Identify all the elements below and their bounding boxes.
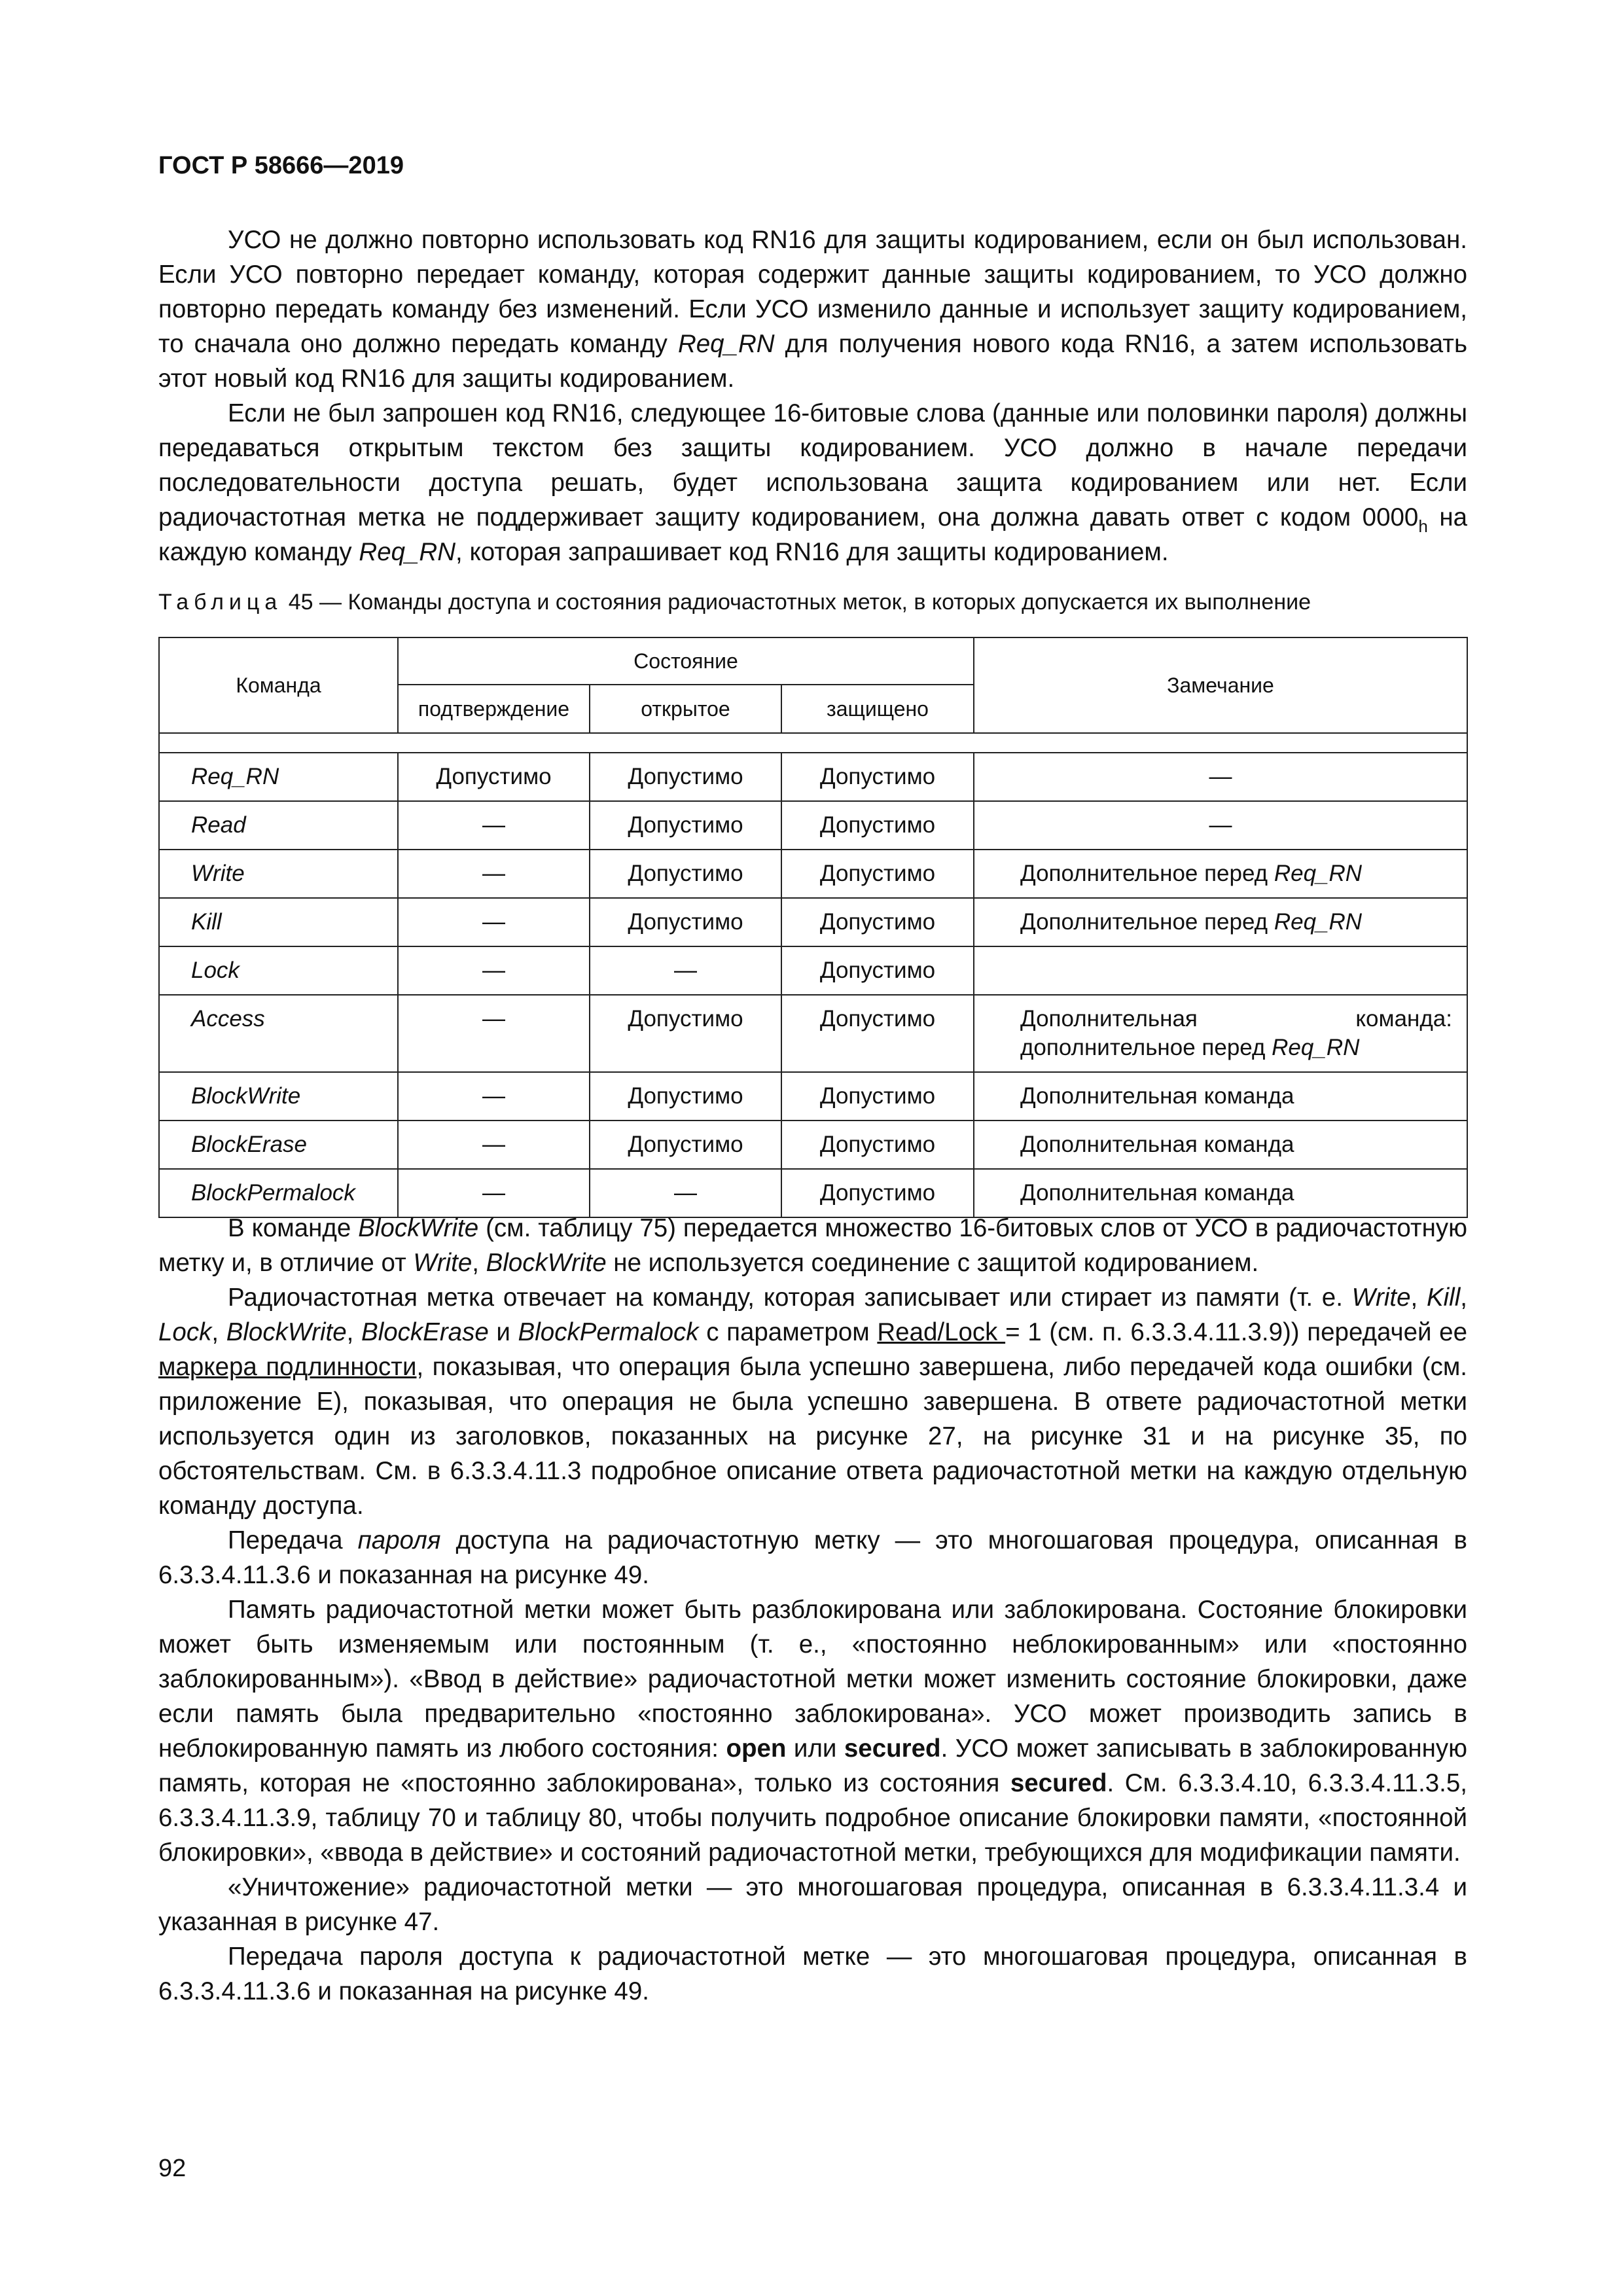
paragraph-6 xyxy=(158,1592,1467,1870)
header-acknowledged: подтверждение xyxy=(398,685,590,733)
text-run: и xyxy=(488,1318,518,1346)
page-number: 92 xyxy=(158,2155,187,2182)
text-run: для получения нового кода RN16, а затем использовать этот новый код RN16 для защиты кодированием. xyxy=(158,330,1468,393)
text-run: . См. 6.3.3.4.10, 6.3.3.4.11.3.5, 6.3.3.4.11.3.9, таблицу 70 и таблицу 80, чтобы получить подробное описание блокировки памяти, «постоянной блокировки», «ввода в действие» и состояний радиочастотной метки, требующихся для модификации памяти. xyxy=(158,1769,1467,1867)
ack-cell: — xyxy=(398,995,590,1072)
open-cell: — xyxy=(590,1169,781,1217)
text-run-italic: Kill xyxy=(1426,1283,1461,1312)
remark-text-italic: Req_RN xyxy=(1274,909,1363,935)
text-run-italic: Req_RN xyxy=(677,330,775,358)
header-secured: защищено xyxy=(781,685,974,733)
command-cell: BlockPermalock xyxy=(159,1169,398,1217)
text-run-italic: Write xyxy=(1351,1283,1411,1312)
secured-cell: Допустимо xyxy=(781,850,974,898)
open-cell: Допустимо xyxy=(590,1121,781,1169)
command-cell: Lock xyxy=(159,946,398,995)
text-run: В команде xyxy=(228,1214,359,1242)
paragraph-2 xyxy=(158,396,1467,569)
ack-cell: — xyxy=(398,850,590,898)
table-row xyxy=(159,1169,1467,1217)
table-row xyxy=(159,850,1467,898)
open-cell: Допустимо xyxy=(590,850,781,898)
ack-cell: — xyxy=(398,801,590,850)
text-run: , которая запрашивает код RN16 для защиты кодированием. xyxy=(455,538,1169,566)
table-row xyxy=(159,1072,1467,1121)
document-code: ГОСТ Р 58666—2019 xyxy=(158,152,404,179)
header-separator xyxy=(159,733,1467,753)
table-row xyxy=(159,753,1467,801)
remark-cell xyxy=(974,850,1467,898)
text-run: , xyxy=(211,1318,226,1346)
text-run: (см. таблицу 75) передается множество 16-битовых слов от УСО в радиочастотную метку и, в отличие от xyxy=(158,1214,1468,1277)
text-run: , xyxy=(472,1249,486,1277)
text-run-italic: BlockWrite xyxy=(226,1318,347,1346)
text-run-italic: BlockWrite xyxy=(358,1214,479,1242)
command-cell: Kill xyxy=(159,898,398,946)
ack-cell: — xyxy=(398,946,590,995)
header-state: Состояние xyxy=(398,637,974,685)
text-run: Радиочастотная метка отвечает на команду, которая записывает или стирает из памяти (т. е. xyxy=(228,1283,1352,1312)
table-caption-text: 45 — Команды доступа и состояния радиочастотных меток, в которых допускается их выполнение xyxy=(282,590,1311,615)
secured-cell: Допустимо xyxy=(781,1072,974,1121)
body-text-top xyxy=(158,223,1467,569)
ack-cell: Допустимо xyxy=(398,753,590,801)
table-row xyxy=(159,898,1467,946)
paragraph-8: Передача пароля доступа к радиочастотной метке — это многошаговая процедура, описанная в 6.3.3.4.11.3.6 и показанная на рисунке 49. xyxy=(158,1943,1467,2005)
open-cell: Допустимо xyxy=(590,995,781,1072)
open-cell: Допустимо xyxy=(590,898,781,946)
header-remark: Замечание xyxy=(974,637,1467,733)
open-cell: Допустимо xyxy=(590,753,781,801)
table-caption-label: Таблица xyxy=(158,590,283,615)
text-run: . УСО может записывать в заблокированную память, которая не «постоянно заблокирована», только из состояния xyxy=(158,1734,1468,1797)
remark-cell: Дополнительная команда xyxy=(974,1072,1467,1121)
link-auth-marker[interactable]: маркера подлинности xyxy=(158,1353,417,1381)
text-run: УСО не должно повторно использовать код RN16 для защиты кодированием, если он был использован. Если УСО повторно передает команду, которая содержит данные защиты кодированием, то УСО должно повторно передать команду без изменений. Если УСО изменило данные и использует защиту кодированием, то сначала оно должно передать команду xyxy=(158,226,1467,358)
body-text-bottom xyxy=(158,1211,1467,2009)
command-cell: Read xyxy=(159,801,398,850)
remark-text-italic: Req_RN xyxy=(1272,1035,1360,1060)
command-cell: BlockErase xyxy=(159,1121,398,1169)
text-run: не используется соединение с защитой кодированием. xyxy=(606,1249,1259,1277)
command-cell: Access xyxy=(159,995,398,1072)
text-run: или xyxy=(786,1734,844,1763)
text-run-italic: BlockErase xyxy=(361,1318,489,1346)
open-cell: Допустимо xyxy=(590,801,781,850)
remark-text: Дополнительная команда: дополнительное перед xyxy=(1020,1006,1452,1060)
table-caption xyxy=(158,588,1467,617)
ack-cell: — xyxy=(398,1169,590,1217)
text-run: с параметром xyxy=(698,1318,878,1346)
secured-cell: Допустимо xyxy=(781,1121,974,1169)
table-row xyxy=(159,995,1467,1072)
remark-cell: — xyxy=(974,801,1467,850)
text-run: Передача xyxy=(228,1526,358,1554)
ack-cell: — xyxy=(398,898,590,946)
open-cell: — xyxy=(590,946,781,995)
remark-cell: Дополнительная команда xyxy=(974,1169,1467,1217)
remark-cell xyxy=(974,898,1467,946)
remark-text-italic: Req_RN xyxy=(1274,861,1363,886)
paragraph-5 xyxy=(158,1523,1467,1592)
text-run-italic: Req_RN xyxy=(359,538,456,566)
text-run: доступа на радиочастотную метку — это многошаговая процедура, описанная в 6.3.3.4.11.3.6 и показанная на рисунке 49. xyxy=(158,1526,1467,1589)
ack-cell: — xyxy=(398,1072,590,1121)
text-run: Если не был запрошен код RN16, следующее 16-битовые слова (данные или половинки пароля) должны передаваться открытым текстом без защиты кодированием. УСО должно в начале передачи последовательности доступа решать, будет использована защита кодированием или нет. Если радиочастотная метка не поддерживает защиту кодированием, она должна давать ответ с кодом 0000 xyxy=(158,399,1467,531)
text-run: Память радиочастотной метки может быть разблокирована или заблокирована. Состояние блокировки может быть изменяемым или постоянным (т. е., «постоянно неблокированным» или «постоянно заблокированным»). «Ввод в действие» радиочастотной метки может изменить состояние блокировки, даже если память была предварительно «постоянно заблокирована». УСО может производить запись в неблокированную память из любого состояния: xyxy=(158,1596,1467,1763)
text-run-italic: Write xyxy=(413,1249,473,1277)
paragraph-1 xyxy=(158,223,1467,396)
text-run-italic: Lock xyxy=(158,1318,212,1346)
paragraph-4 xyxy=(158,1280,1467,1523)
remark-text: Дополнительное перед xyxy=(1020,909,1274,935)
remark-cell: — xyxy=(974,753,1467,801)
command-cell: Req_RN xyxy=(159,753,398,801)
secured-cell: Допустимо xyxy=(781,753,974,801)
header-command: Команда xyxy=(159,637,398,733)
remark-text: Дополнительное перед xyxy=(1020,861,1274,886)
remark-cell: Дополнительная команда xyxy=(974,1121,1467,1169)
text-run: , xyxy=(1410,1283,1427,1312)
text-run-italic: BlockPermalock xyxy=(518,1318,699,1346)
paragraph-3 xyxy=(158,1211,1467,1280)
text-run-italic: BlockWrite xyxy=(486,1249,607,1277)
secured-cell: Допустимо xyxy=(781,995,974,1072)
secured-cell: Допустимо xyxy=(781,1169,974,1217)
text-run: = 1 (см. п. 6.3.3.4.11.3.9)) передачей ее xyxy=(1005,1318,1467,1346)
text-run: на каждую команду xyxy=(158,503,1467,566)
secured-cell: Допустимо xyxy=(781,898,974,946)
remark-cell xyxy=(974,946,1467,995)
subscript: h xyxy=(1418,516,1428,536)
secured-cell: Допустимо xyxy=(781,801,974,850)
link-read-lock[interactable]: Read/Lock xyxy=(877,1318,1006,1346)
secured-cell: Допустимо xyxy=(781,946,974,995)
text-run-bold: open xyxy=(726,1734,787,1763)
text-run: , xyxy=(346,1318,362,1346)
command-cell: Write xyxy=(159,850,398,898)
text-run-bold: secured xyxy=(1010,1769,1107,1797)
table-row xyxy=(159,946,1467,995)
ack-cell: — xyxy=(398,1121,590,1169)
text-run-italic: пароля xyxy=(357,1526,441,1554)
text-run: , xyxy=(1460,1283,1467,1312)
remark-cell xyxy=(974,995,1467,1072)
access-commands-table xyxy=(158,637,1468,1218)
paragraph-7: «Уничтожение» радиочастотной метки — это многошаговая процедура, описанная в 6.3.3.4.11.3.4 и указанная в рисунке 47. xyxy=(158,1873,1467,1936)
header-open: открытое xyxy=(590,685,781,733)
text-run: , показывая, что операция была успешно завершена, либо передачей кода ошибки (см. приложение Е), показывая, что операция не была успешно завершена. В ответе радиочастотной метки используется один из заголовков, показанных на рисунке 27, на рисунке 31 и на рисунке 35, по обстоятельствам. См. в 6.3.3.4.11.3 подробное описание ответа радиочастотной метки на каждую отдельную команду доступа. xyxy=(158,1353,1467,1520)
command-cell: BlockWrite xyxy=(159,1072,398,1121)
table-row xyxy=(159,801,1467,850)
open-cell: Допустимо xyxy=(590,1072,781,1121)
table-row xyxy=(159,1121,1467,1169)
text-run-bold: secured xyxy=(844,1734,941,1763)
